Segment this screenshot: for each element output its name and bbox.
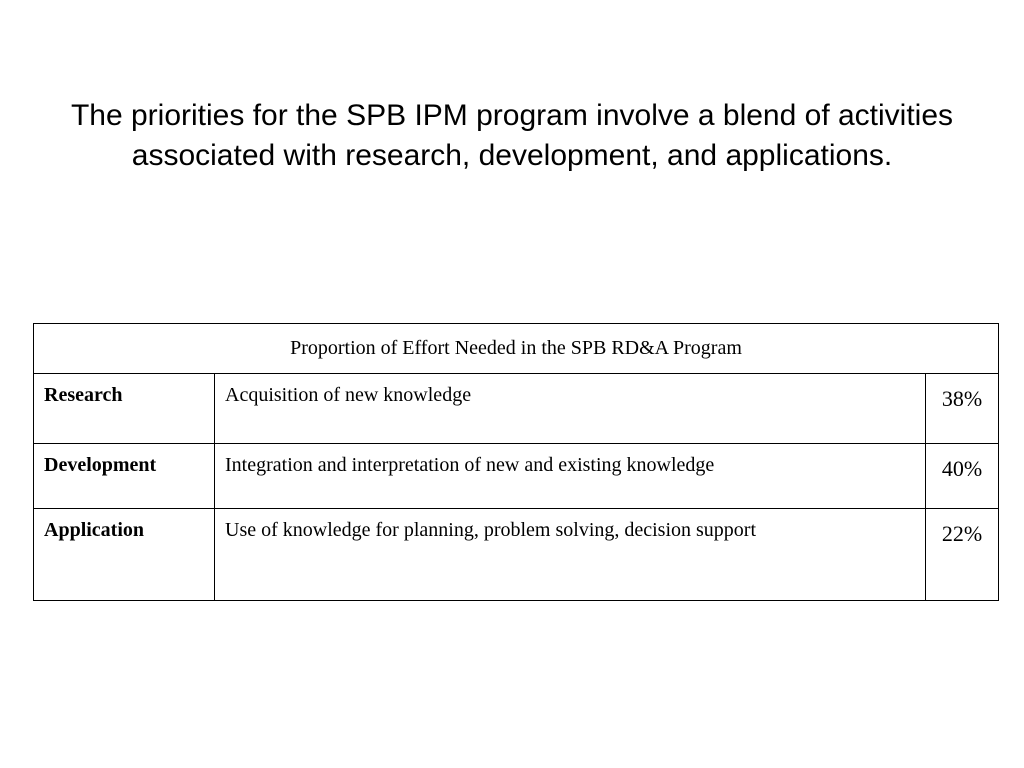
table-row	[34, 374, 999, 444]
description-cell: Use of knowledge for planning, problem solving, decision support	[215, 509, 926, 601]
category-cell: Application	[34, 509, 215, 601]
slide-title: The priorities for the SPB IPM program involve a blend of activities associated with research, development, and applications.	[70, 99, 954, 172]
description-cell: Integration and interpretation of new and existing knowledge	[215, 444, 926, 509]
category-cell: Development	[34, 444, 215, 509]
percent-cell: 40%	[926, 444, 999, 509]
table-row	[34, 444, 999, 509]
table-caption: Proportion of Effort Needed in the SPB RD&A Program	[34, 324, 999, 374]
category-cell: Research	[34, 374, 215, 444]
description-cell: Acquisition of new knowledge	[215, 374, 926, 444]
percent-cell: 38%	[926, 374, 999, 444]
effort-table	[33, 323, 999, 601]
table-row	[34, 509, 999, 601]
percent-cell: 22%	[926, 509, 999, 601]
table-header-row	[34, 324, 999, 374]
